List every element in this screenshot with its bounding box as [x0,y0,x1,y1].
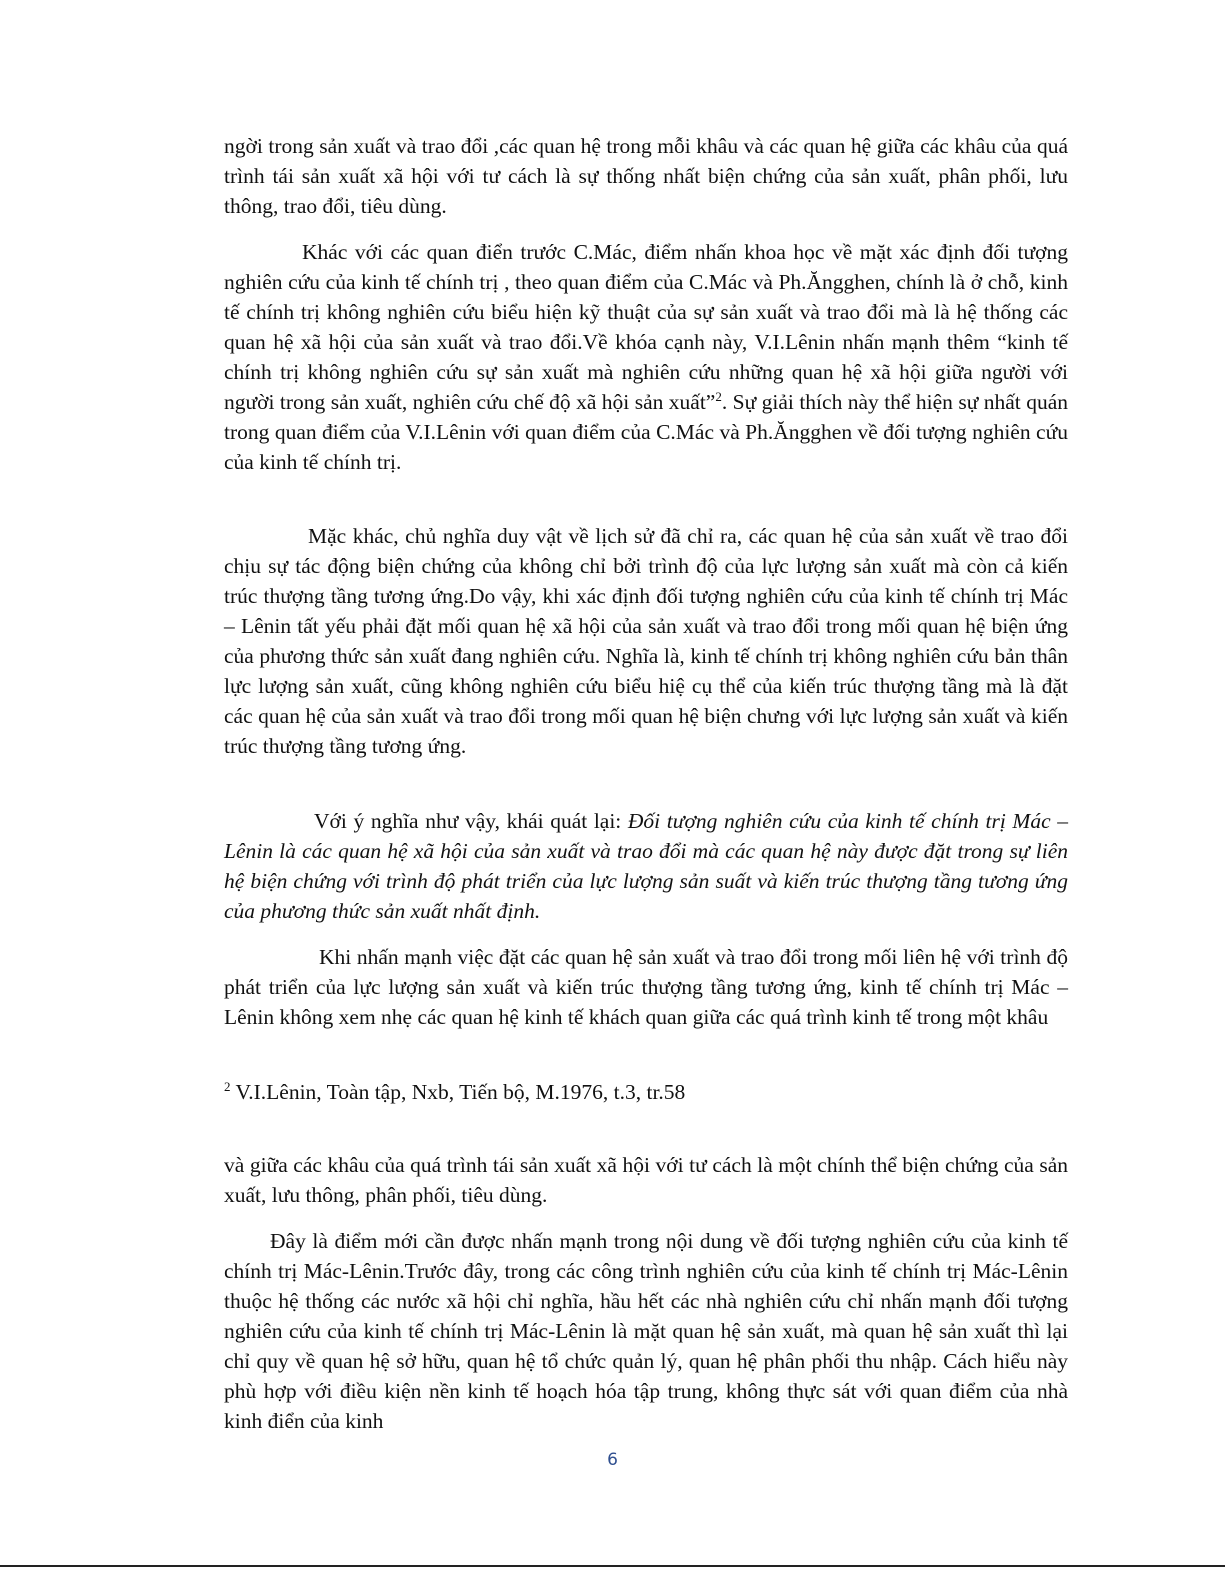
paragraph-1 [224,131,1068,221]
footnote-reference[interactable]: 2 [715,388,722,404]
paragraph-2 [224,237,1068,477]
footnote [224,1077,1068,1107]
page-bottom-divider [0,1565,1225,1567]
paragraph-7-text: Đây là điểm mới cần được nhấn mạnh trong nội dung về đối tượng nghiên cứu của kinh tế chính trị Mác-Lênin.Trước đây, trong các công trình nghiên cứu của kinh tế chính trị Mác-Lênin thuộc hệ thống các nước xã hội chỉ nghĩa, hầu hết các nhà nghiên cứu chỉ nhấn mạnh đối tượng nghiên cứu của kinh tế chính trị Mác-Lênin là mặt quan hệ sản xuất, mà quan hệ sản xuất thì lại chỉ quy về quan hệ sở hữu, quan hệ tổ chức quản lý, quan hệ phân phối thu nhập. Cách hiểu này phù hợp với điều kiện nền kinh tế hoạch hóa tập trung, không thực sát với quan điểm của nhà kinh điển của kinh [224,1229,1068,1433]
paragraph-5 [224,942,1068,1032]
paragraph-4 [224,806,1068,926]
paragraph-7 [224,1226,1068,1436]
footnote-marker: 2 [224,1078,231,1094]
footnote-text: V.I.Lênin, Toàn tập, Nxb, Tiến bộ, M.1976, t.3, tr.58 [230,1080,686,1104]
paragraph-6 [224,1150,1068,1210]
paragraph-4-lead: Với ý nghĩa như vậy, khái quát lại: [314,809,628,833]
paragraph-3-text: Mặc khác, chủ nghĩa duy vật về lịch sử đã chỉ ra, các quan hệ của sản xuất về trao đổi chịu sự tác động biện chứng của không chỉ bởi trình độ của lực lượng sản xuất mà còn cả kiến trúc thượng tầng tương ứng.Do vậy, khi xác định đối tượng nghiên cứu của kinh tế chính trị Mác – Lênin tất yếu phải đặt mối quan hệ xã hội của sản xuất và trao đổi trong mối quan hệ biện ứng của phương thức sản xuất đang nghiên cứu. Nghĩa là, kinh tế chính trị không nghiên cứu bản thân lực lượng sản xuất, cũng không nghiên cứu biểu hiệ cụ thể của kiến trúc thượng tầng mà là đặt các quan hệ của sản xuất và trao đổi trong mối quan hệ biện chưng với lực lượng sản xuất và kiến trúc thượng tầng tương ứng. [224,524,1068,758]
paragraph-2-text-rest: . Sự giải thích này thể hiện sự nhất quán trong quan điểm của V.I.Lênin với quan điểm của C.Mác và Ph.Ăngghen về đối tượng nghiên cứu của kinh tế chính trị. [224,390,1068,474]
paragraph-1-text: ngời trong sản xuất và trao đổi ,các quan hệ trong mỗi khâu và các quan hệ giữa các khâu của quá trình tái sản xuất xã hội với tư cách là sự thống nhất biện chứng của sản xuất, phân phối, lưu thông, trao đổi, tiêu dùng. [224,134,1068,218]
paragraph-6-text: và giữa các khâu của quá trình tái sản xuất xã hội với tư cách là một chính thể biện chứng của sản xuất, lưu thông, phân phối, tiêu dùng. [224,1153,1068,1207]
page-number: 6 [607,1450,618,1470]
paragraph-3 [224,521,1068,761]
definition-italic: Đối tượng nghiên cứu của kinh tế chính trị Mác –Lênin là các quan hệ xã hội của sản xuất và trao đổi mà các quan hệ này được đặt trong sự liên hệ biện chứng với trình độ phát triển của lực lượng sản suất và kiến trúc thượng tầng tương ứng của phương thức sản xuất nhất định. [224,809,1068,923]
paragraph-5-text: Khi nhấn mạnh việc đặt các quan hệ sản xuất và trao đổi trong mối liên hệ với trình độ phát triển của lực lượng sản xuất và kiến trúc thượng tầng tương ứng, kinh tế chính trị Mác –Lênin không xem nhẹ các quan hệ kinh tế khách quan giữa các quá trình kinh tế trong một khâu [224,945,1068,1029]
paragraph-2-text: Khác với các quan điển trước C.Mác, điểm nhấn khoa học về mặt xác định đối tượng nghiên cứu của kinh tế chính trị , theo quan điểm của C.Mác và Ph.Ăngghen, chính là ở chỗ, kinh tế chính trị không nghiên cứu biểu hiện kỹ thuật của sự sản xuất và trao đổi mà là hệ thống các quan hệ xã hội của sản xuất và trao đổi.Về khóa cạnh này, V.I.Lênin nhấn mạnh thêm “kinh tế chính trị không nghiên cứu sự sản xuất mà nghiên cứu những quan hệ xã hội giữa người với người trong sản xuất, nghiên cứu chế độ xã hội sản xuất” [224,240,1068,414]
